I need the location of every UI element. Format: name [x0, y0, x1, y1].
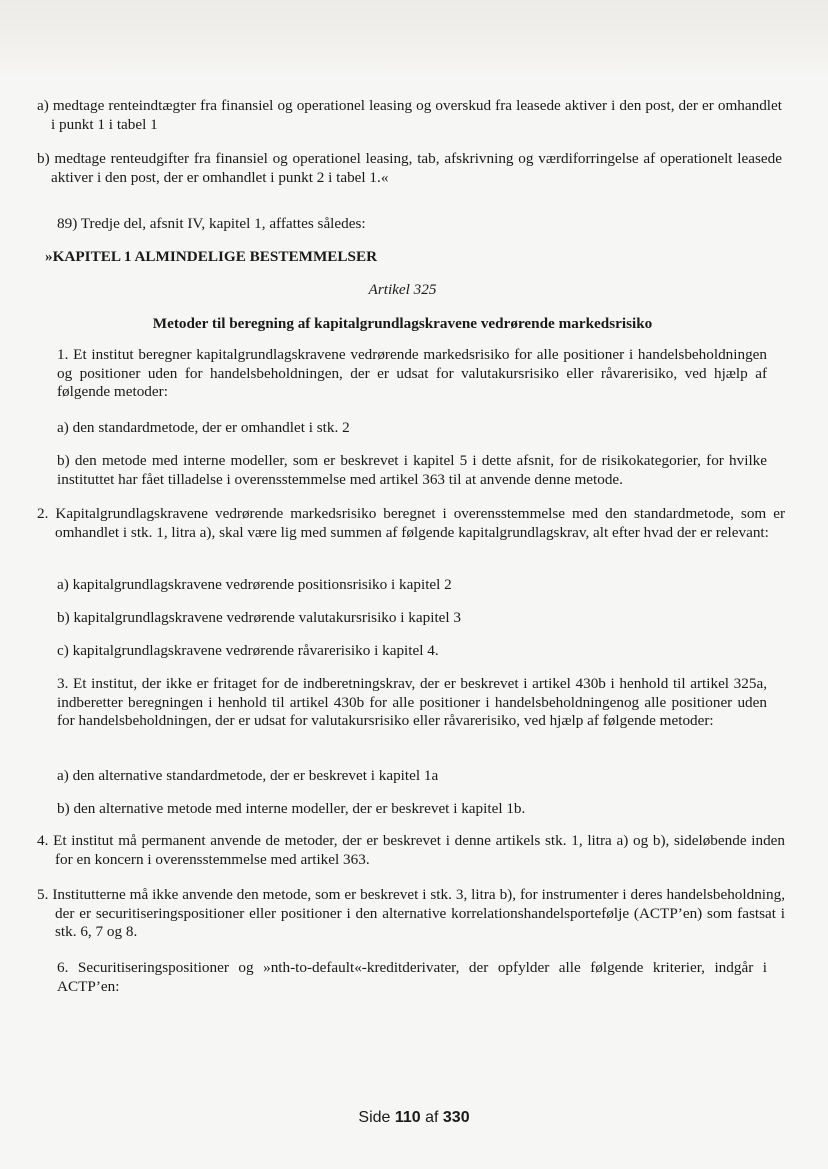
- footer-middle: af: [420, 1109, 443, 1126]
- footer-page-total: 330: [442, 1109, 470, 1126]
- paragraph-b-leasing-expenses: b) medtage renteudgifter fra finansiel og operationel leasing, tab, afskrivning og værdiforringelse af operationelt leasede aktiver i den post, der er omhandlet i punkt 2 i tabel 1.«: [37, 150, 782, 186]
- section-1-item-a: a) den standardmetode, der er omhandlet i stk. 2: [57, 419, 350, 436]
- section-5: 5. Institutterne må ikke anvende den metode, som er beskrevet i stk. 3, litra b), for instrumenter i deres handelsbeholdning, der er securitiseringspositioner eller positioner i den alternative korrelationshandelsporteføljе (ACTP’en) som fastsat i stk. 6, 7 og 8.: [37, 886, 785, 941]
- section-1-item-b: b) den metode med interne modeller, som er beskrevet i kapitel 5 i dette afsnit, for de risikokategorier, for hvilke instituttet har fået tilladelse i overensstemmelse med artikel 363 til at anvende denne metode.: [57, 452, 767, 488]
- section-2-item-a: a) kapitalgrundlagskravene vedrørende positionsrisiko i kapitel 2: [57, 576, 452, 593]
- footer-page-number: 110: [394, 1109, 421, 1126]
- section-3-item-a: a) den alternative standardmetode, der er beskrevet i kapitel 1a: [57, 767, 439, 784]
- section-4: 4. Et institut må permanent anvende de metoder, der er beskrevet i denne artikels stk. 1, litra a) og b), sideløbende inden for en koncern i overensstemmelse med artikel 363.: [37, 832, 785, 868]
- paragraph-a-leasing-income: a) medtage renteindtægter fra finansiel og operationel leasing og overskud fra leasede aktiver i den post, der er omhandlet i punkt 1 i tabel 1: [37, 97, 782, 133]
- section-2-item-c: c) kapitalgrundlagskravene vedrørende råvarerisiko i kapitel 4.: [57, 642, 439, 659]
- section-6: 6. Securitiseringspositioner og »nth-to-default«-kreditderivater, der opfylder alle følgende kriterier, indgår i ACTP’en:: [57, 959, 767, 995]
- chapter-heading: »KAPITEL 1 ALMINDELIGE BESTEMMELSER: [45, 248, 378, 265]
- amendment-89: 89) Tredje del, afsnit IV, kapitel 1, affattes således:: [57, 215, 366, 232]
- article-title: Metoder til beregning af kapitalgrundlagskravene vedrørende markedsrisiko: [152, 315, 653, 332]
- section-1: 1. Et institut beregner kapitalgrundlagskravene vedrørende markedsrisiko for alle positioner i handelsbeholdningen og positioner uden for handelsbeholdningen, der er udsat for valutakursrisiko eller råvarerisiko, ved hjælp af følgende metoder:: [57, 346, 767, 401]
- section-3-item-b: b) den alternative metode med interne modeller, der er beskrevet i kapitel 1b.: [57, 800, 526, 817]
- section-2-item-b: b) kapitalgrundlagskravene vedrørende valutakursrisiko i kapitel 3: [57, 609, 462, 626]
- section-3: 3. Et institut, der ikke er fritaget for de indberetningskrav, der er beskrevet i artikel 430b i henhold til artikel 325a, indberetter beregningen i henhold til artikel 430b for alle positioner i handelsbeholdningenog alle positioner uden for handelsbeholdningen, der er udsat for valutakursrisiko eller råvarerisiko, ved hjælp af følgende metoder:: [57, 675, 767, 730]
- article-number: Artikel 325: [368, 281, 437, 298]
- footer-prefix: Side: [358, 1109, 395, 1126]
- section-2: 2. Kapitalgrundlagskravene vedrørende markedsrisiko beregnet i overensstemmelse med den standardmetode, som er omhandlet i stk. 1, litra a), skal være lig med summen af følgende kapitalgrundlagskrav, alt efter hvad der er relevant:: [37, 505, 785, 541]
- page-footer: [0, 1109, 828, 1127]
